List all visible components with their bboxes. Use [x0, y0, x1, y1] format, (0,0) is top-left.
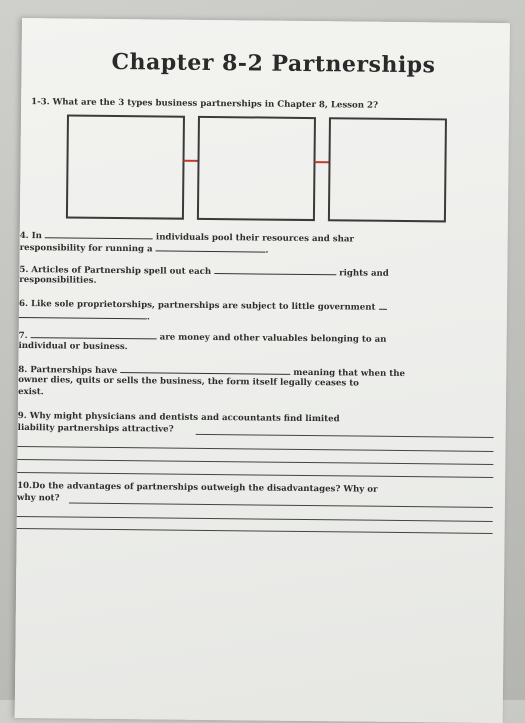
question-1-3: 1-3. What are the 3 types business partnerships in Chapter 8, Lesson 2? [31, 97, 379, 111]
question-8-line-1: 8. Partnerships have meaning that when the [18, 364, 406, 380]
answer-blank-7[interactable] [31, 328, 157, 339]
question-8-line-2: owner dies, quits or sells the business, the form itself legally ceases to [18, 374, 359, 389]
answer-line-9c[interactable] [17, 459, 493, 465]
question-7-line-2: individual or business. [18, 340, 128, 353]
answer-blank-6b[interactable] [19, 308, 147, 319]
question-5-line-1: 5. Articles of Partnership spell out each rights and [19, 264, 389, 279]
question-9-line-1: 9. Why might physicians and dentists and accountants find limited [17, 410, 340, 425]
box-connector-1 [184, 160, 198, 162]
answer-blank-8[interactable] [120, 363, 290, 375]
question-4-line-1: 4. In individuals pool their resources and shar [20, 228, 354, 245]
answer-blank-6a[interactable] [378, 300, 386, 310]
worksheet-page [15, 18, 510, 723]
answer-line-10c[interactable] [17, 528, 493, 534]
answer-box-3[interactable] [328, 117, 447, 222]
question-7-line-1: 7. are money and other valuables belonging to an [19, 328, 387, 346]
question-10-line-2: why not? [16, 492, 60, 504]
answer-line-10a[interactable] [69, 503, 493, 508]
question-6-line-1: 6. Like sole proprietorships, partnerships are subject to little government [19, 296, 387, 314]
answer-box-2[interactable] [197, 116, 316, 221]
answer-blank-5[interactable] [214, 264, 336, 275]
answer-line-10b[interactable] [17, 516, 493, 522]
box-connector-2 [314, 161, 328, 163]
answer-line-9b[interactable] [18, 446, 494, 452]
answer-blank-4a[interactable] [45, 228, 153, 239]
question-10-line-1: 10.Do the advantages of partnerships outweigh the disadvantages? Why or [17, 480, 378, 495]
answer-box-1[interactable] [66, 114, 185, 219]
answer-blank-4b[interactable] [156, 241, 266, 252]
question-6-line-2: . [19, 308, 150, 323]
question-9-line-2: liability partnerships attractive? [17, 422, 174, 435]
question-8-line-3: exist. [18, 386, 44, 398]
answer-line-9a[interactable] [196, 434, 494, 438]
page-title: Chapter 8-2 Partnerships [111, 48, 436, 79]
question-5-line-2: responsibilities. [19, 274, 97, 286]
question-4-line-2: responsibility for running a . [19, 242, 269, 256]
answer-line-9d[interactable] [17, 472, 493, 478]
